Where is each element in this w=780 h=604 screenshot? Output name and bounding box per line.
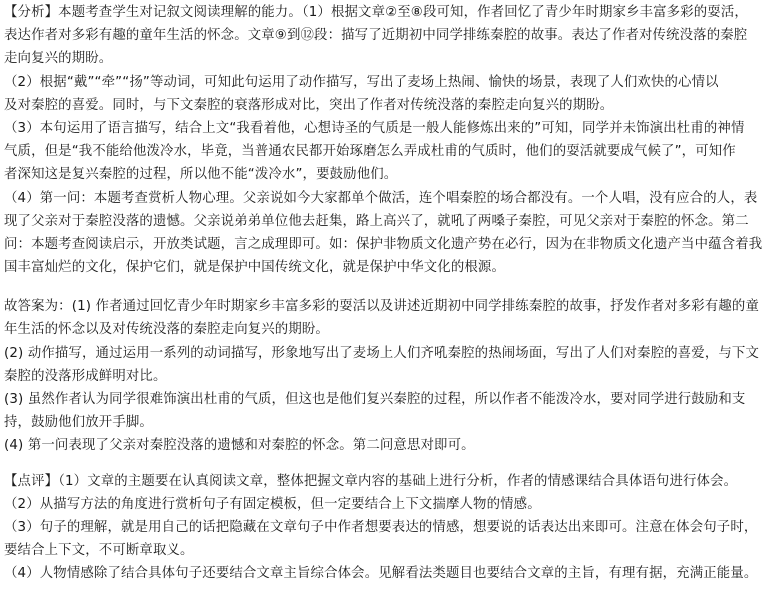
comment-section	[4, 470, 776, 586]
answer-line: 年生活的怀念以及对传统没落的秦腔走向复兴的期盼。	[4, 322, 329, 338]
section-spacer	[4, 458, 776, 470]
analysis-line: 现了父亲对于秦腔没落的遗憾。父亲说弟弟单位他去赶集，路上高兴了，就吼了两嗓子秦腔，可见父亲对于秦腔的怀念。第二	[4, 213, 749, 229]
analysis-line: 者深知这是复兴秦腔的过程，所以他不能“泼冷水”，要鼓励他们。	[4, 167, 398, 183]
section-spacer	[4, 279, 776, 295]
comment-line: 【点评】（1）文章的主题要在认真阅读文章，整体把握文章内容的基础上进行分析，作者的情感课结合具体语句进行体会。	[4, 473, 738, 489]
analysis-line: （3）本句运用了语言描写，结合上文“我看着他，心想诗圣的气质是一般人能修炼出来的”可知，同学并未饰演出杜甫的神情	[4, 120, 745, 136]
answer-line: 秦腔的没落形成鲜明对比。	[4, 368, 167, 384]
analysis-line: 及对秦腔的喜爱。同时，与下文秦腔的衰落形成对比，突出了作者对传统没落的秦腔走向复兴的期盼。	[4, 97, 614, 113]
answer-line: (2) 动作描写，通过运用一系列的动词描写，形象地写出了麦场上人们齐吼秦腔的热闹场面，写出了人们对秦腔的喜爱，与下文	[4, 345, 760, 361]
comment-line: 要结合上下文，不可断章取义。	[4, 543, 194, 559]
analysis-line: 气质，但是“我不能给他泼冷水，毕竟，当普通农民都开始琢磨怎么弄成杜甫的气质时，他们的耍活就要成气候了”，可知作	[4, 144, 736, 160]
analysis-line: （4）第一问：本题考查赏析人物心理。父亲说如今大家都单个做活，连个唱秦腔的场合都没有。一个人唱，没有应合的人，表	[4, 190, 758, 206]
answer-line: 故答案为：(1) 作者通过回忆青少年时期家乡丰富多彩的耍活以及讲述近期初中同学排练秦腔的故事，抒发作者对多彩有趣的童	[4, 299, 760, 315]
answer-line: (4) 第一问表现了父亲对秦腔没落的遗憾和对秦腔的怀念。第二问意思对即可。	[4, 438, 475, 454]
analysis-line: （2）根据“戴”“牵”“扬”等动词，可知此句运用了动作描写，写出了麦场上热闹、愉快的场景，表现了人们欢快的心情以	[4, 74, 719, 90]
analysis-line: 走向复兴的期盼。	[4, 51, 113, 67]
comment-line: （4）人物情感除了结合具体句子还要结合文章主旨综合体会。见解看法类题目也要结合文章的主旨，有理有据，充满正能量。	[4, 566, 758, 582]
answer-line: (3) 虽然作者认为同学很难饰演出杜甫的气质，但这也是他们复兴秦腔的过程，所以作者不能泼冷水，要对同学进行鼓励和支	[4, 392, 746, 407]
analysis-line: 问：本题考查阅读启示，开放类试题，言之成理即可。如：保护非物质文化遗产势在必行，因为在非物质文化遗产当中蕴含着我	[4, 236, 763, 252]
analysis-line: 表达作者对多彩有趣的童年生活的怀念。文章⑨到⑫段：描写了近期初中同学排练秦腔的故事。表达了作者对传统没落的秦腔	[4, 28, 748, 44]
analysis-section	[4, 1, 776, 279]
analysis-line: 【分析】本题考查学生对记叙文阅读理解的能力。（1）根据文章②至⑧段可知，作者回忆了青少年时期家乡丰富多彩的耍活，	[4, 5, 748, 20]
answer-line: 持，鼓励他们放开手脚。	[4, 415, 153, 431]
comment-line: （3）句子的理解，就是用自己的话把隐藏在文章句子中作者想要表达的情感，想要说的话表达出来即可。注意在体会句子时，	[4, 519, 758, 535]
answer-section	[4, 295, 776, 457]
comment-line: （2）从描写方法的角度进行赏析句子有固定模板，但一定要结合上下文揣摩人物的情感。	[4, 496, 541, 512]
analysis-line: 国丰富灿烂的文化，保护它们，就是保护中国传统文化，就是保护中华文化的根源。	[4, 260, 506, 276]
